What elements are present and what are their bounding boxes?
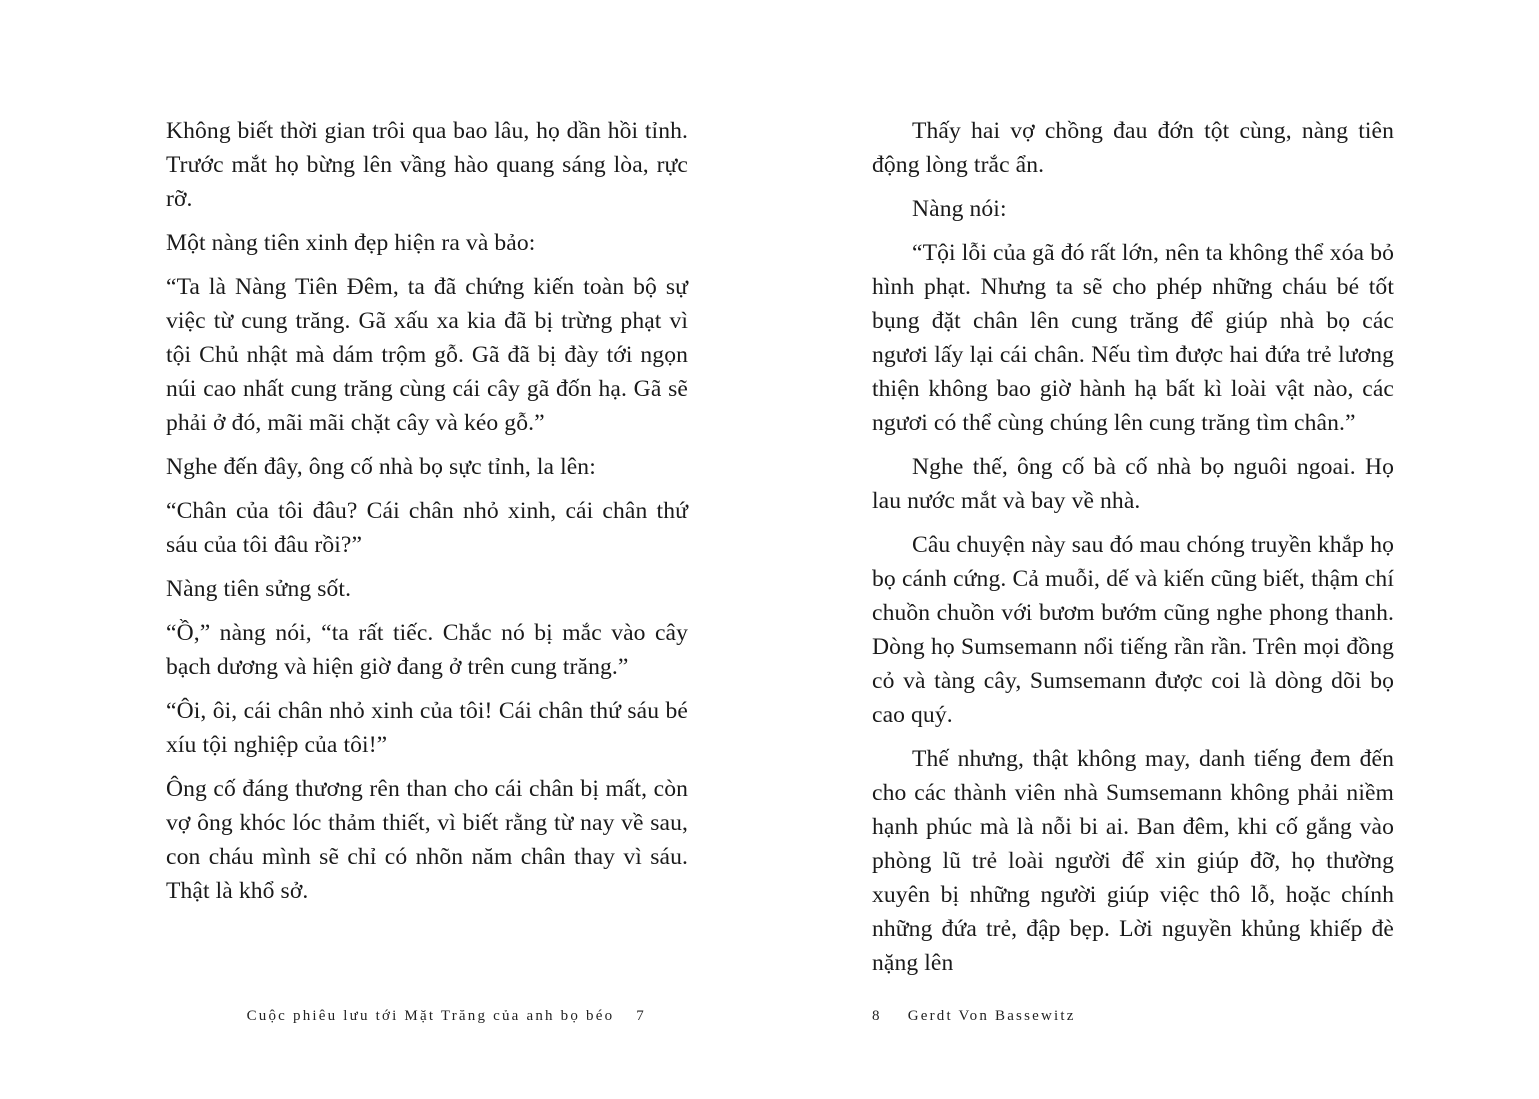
left-paragraph-1: Không biết thời gian trôi qua bao lâu, họ dần hồi tỉnh. Trước mắt họ bừng lên vầng hào quang sáng lòa, rực rỡ. (166, 118, 688, 212)
left-paragraph-3: “Ta là Nàng Tiên Đêm, ta đã chứng kiến toàn bộ sự việc từ cung trăng. Gã xấu xa kia đã bị trừng phạt vì tội Chủ nhật mà dám trộm gỗ. Gã đã bị đày tới ngọn núi cao nhất cung trăng cùng cái cây gã đốn hạ. Gã sẽ phải ở đó, mãi mãi chặt cây và kéo gỗ.” (166, 274, 688, 436)
left-paragraph-7: “Ồ,” nàng nói, “ta rất tiếc. Chắc nó bị mắc vào cây bạch dương và hiện giờ đang ở trên cung trăng.” (166, 620, 688, 680)
right-paragraph-5: Câu chuyện này sau đó mau chóng truyền khắp họ bọ cánh cứng. Cả muỗi, dế và kiến cũng biết, thậm chí chuồn chuồn với bươm bướm cũng nghe phong thanh. Dòng họ Sumsemann nổi tiếng rần rần. Trên mọi đồng cỏ và tàng cây, Sumsemann được coi là dòng dõi bọ cao quý. (872, 532, 1394, 728)
right-paragraph-1: Thấy hai vợ chồng đau đớn tột cùng, nàng tiên động lòng trắc ẩn. (872, 118, 1394, 178)
right-paragraph-3: “Tội lỗi của gã đó rất lớn, nên ta không thể xóa bỏ hình phạt. Nhưng ta sẽ cho phép những cháu bé tốt bụng đặt chân lên cung trăng để giúp nhà bọ các ngươi lấy lại cái chân. Nếu tìm được hai đứa trẻ lương thiện không bao giờ hành hạ bất kì loài vật nào, các ngươi có thể cùng chúng lên cung trăng tìm chân.” (872, 240, 1394, 436)
left-paragraph-6: Nàng tiên sửng sốt. (166, 576, 352, 602)
left-paragraph-8: “Ôi, ôi, cái chân nhỏ xinh của tôi! Cái chân thứ sáu bé xíu tội nghiệp của tôi!” (166, 698, 688, 758)
left-footer (247, 1008, 646, 1025)
left-paragraph-4: Nghe đến đây, ông cố nhà bọ sực tỉnh, la lên: (166, 454, 596, 480)
author-name: Gerdt Von Bassewitz (907, 1008, 1076, 1024)
left-paragraph-2: Một nàng tiên xinh đẹp hiện ra và bảo: (166, 230, 536, 256)
left-paragraph-9: Ông cố đáng thương rên than cho cái chân bị mất, còn vợ ông khóc lóc thảm thiết, vì biết rằng từ nay về sau, con cháu mình sẽ chỉ có nhõn năm chân thay vì sáu. Thật là khổ sở. (166, 776, 688, 904)
book-title: Cuộc phiêu lưu tới Mặt Trăng của anh bọ béo (246, 1008, 615, 1024)
page-number-right: 8 (872, 1008, 882, 1024)
right-paragraph-4: Nghe thế, ông cố bà cố nhà bọ nguôi ngoai. Họ lau nước mắt và bay về nhà. (872, 454, 1394, 514)
right-paragraph-2: Nàng nói: (912, 196, 1007, 222)
left-page (166, 114, 688, 918)
right-paragraph-6: Thế nhưng, thật không may, danh tiếng đem đến cho các thành viên nhà Sumsemann không phải niềm hạnh phúc mà là nỗi bi ai. Ban đêm, khi cố gắng vào phòng lũ trẻ loài người để xin giúp đỡ, họ thường xuyên bị những người giúp việc thô lỗ, hoặc chính những đứa trẻ, đập bẹp. Lời nguyền khủng khiếp đè nặng lên (872, 746, 1394, 976)
right-footer (872, 1008, 1076, 1025)
left-paragraph-5: “Chân của tôi đâu? Cái chân nhỏ xinh, cái chân thứ sáu của tôi đâu rồi?” (166, 498, 688, 558)
page-number-left: 7 (636, 1008, 646, 1024)
right-page (872, 114, 1394, 990)
